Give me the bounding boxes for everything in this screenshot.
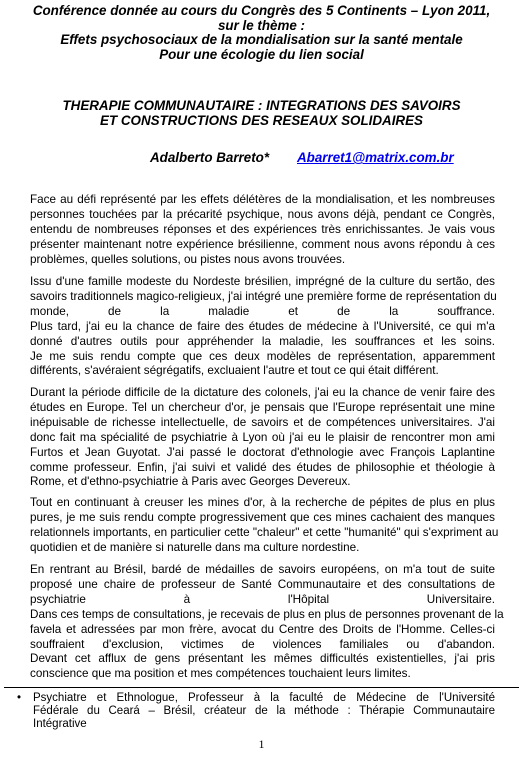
text-line: souffraient d'exclusion, victimes de violences familiales ou d'abandon.	[30, 637, 495, 651]
text-line: Face au défi représenté par les effets délétères de la mondialisation, et les nombreuses	[30, 193, 495, 206]
footnote	[17, 692, 495, 732]
paper-title	[0, 99, 523, 128]
text-line: En rentrant au Brésil, bardé de médailles de savoirs européens, on m'a tout de suite	[30, 563, 495, 576]
author-email-link[interactable]: Abarret1@matrix.com.br	[297, 150, 454, 165]
text-line: proposé une chaire de professeur de Santé Communautaire et des consultations de	[30, 577, 495, 591]
text-line: Conférence donnée au cours du Congrès des 5 Continents – Lyon 2011,	[32, 3, 491, 18]
text-line: donc fait ma spécialité de psychiatrie à Lyon où j'ai eu le plaisir de rencontrer mon ami	[30, 430, 495, 444]
conference-header	[0, 4, 523, 62]
text-line: Rome, et d'ethno-psychiatrie à Paris avec Georges Devereux.	[30, 475, 351, 489]
text-line: présenter maintenant notre expérience brésilienne, comment nous avons répondu à ces	[30, 237, 495, 251]
text-line: donné d'autres outils pour appréhender la maladie, les souffrances et les soins.	[30, 334, 495, 348]
paragraph	[30, 275, 495, 379]
text-line: ET CONSTRUCTIONS DES RESEAUX SOLIDAIRES	[100, 112, 423, 128]
text-line: sur le thème :	[217, 17, 306, 33]
footnote-bullet: •	[17, 692, 22, 704]
text-line: Psychiatre et Ethnologue, Professeur à la faculté de Médecine de l'Université	[33, 692, 495, 704]
text-line: favela et adressées par mon frère, avocat du Centre des Droits de l'Homme. Celles-ci	[30, 622, 495, 636]
footnote-divider	[4, 687, 519, 688]
text-line: Pour une écologie du lien social	[159, 46, 364, 62]
text-line: inépuisable de richesse intellectuelle, de savoirs et de compétences universitaires. J'ai	[30, 415, 495, 429]
paragraph	[30, 386, 495, 490]
text-line: relationnels importants, en particulier cette "chaleur" et cette "humanité" qui s'expriment au	[30, 525, 499, 539]
text-line: Tout en continuant à creuser les mines d'or, à la recherche de pépites de plus en plus	[30, 496, 495, 509]
text-line: pures, je me suis rendu compte progressivement que ces mines cachaient des manques	[30, 510, 495, 524]
text-line: Je me suis rendu compte que ces deux modèles de représentation, apparemment	[30, 349, 495, 363]
paragraph	[30, 496, 499, 556]
text-line: THERAPIE COMMUNAUTAIRE : INTEGRATIONS DES SAVOIRS	[62, 98, 461, 113]
text-line: différents, s'avéraient ségrégatifs, excluaient l'autre et tout ce qui était différent.	[30, 364, 439, 378]
text-line: Effets psychosociaux de la mondialisation sur la santé mentale	[60, 32, 463, 47]
text-line: Intégrative	[33, 718, 87, 731]
text-line: Issu d'une famille modeste du Nordeste brésilien, imprégné de la culture du sertão, des	[30, 275, 495, 288]
text-line: conscience que ma position et mes compétences touchaient leurs limites.	[30, 667, 411, 681]
author-name: Adalberto Barreto*	[150, 150, 270, 165]
page-number: 1	[258, 737, 265, 751]
text-line: études en Europe. Tel un chercheur d'or, je pensais que l'Europe représentait une mine	[30, 400, 495, 414]
text-line: Durant la période difficile de la dictature des colonels, j'ai eu la chance de venir faire des	[30, 386, 495, 399]
text-line: monde, de la maladie et de la souffrance.	[30, 304, 495, 318]
text-line: problèmes, quelles solutions, ou pistes nous avons trouvées.	[30, 252, 346, 266]
text-line: psychiatrie à l'Hôpital Universitaire.	[30, 592, 495, 606]
text-line: Devant cet afflux de gens présentant les mêmes difficultés existentielles, j'ai pris	[30, 652, 495, 666]
paragraph	[30, 563, 504, 682]
text-line: entendu de nombreuses réponses et des expériences très enrichissantes. Je vais vous	[30, 222, 495, 236]
text-line: savoirs traditionnels magico-religieux, j'ai intégré une première forme de représentation du	[30, 289, 497, 303]
text-line: Fédérale du Ceará – Brésil, créateur de la méthode : Thérapie Communautaire	[33, 705, 495, 718]
text-line: personnes touchées par la précarité psychique, nous avons déjà, pendant ce Congrès,	[30, 207, 495, 221]
text-line: comme professeur. Enfin, j'ai suivi et validé des études de philosophie et théologie à	[30, 460, 495, 474]
text-line: Plus tard, j'ai eu la chance de faire des études de médecine à l'Université, ce qui m'a	[30, 319, 495, 333]
paragraph	[30, 193, 495, 268]
text-line: Furtos et Jean Guyotat. J'ai passé le doctorat d'ethnologie avec François Laplantine	[30, 445, 495, 459]
text-line: quotidien et de manière si naturelle dans ma culture nordestine.	[30, 540, 360, 554]
text-line: Dans ces temps de consultations, je recevais de plus en plus de personnes provenant de la	[30, 607, 504, 621]
